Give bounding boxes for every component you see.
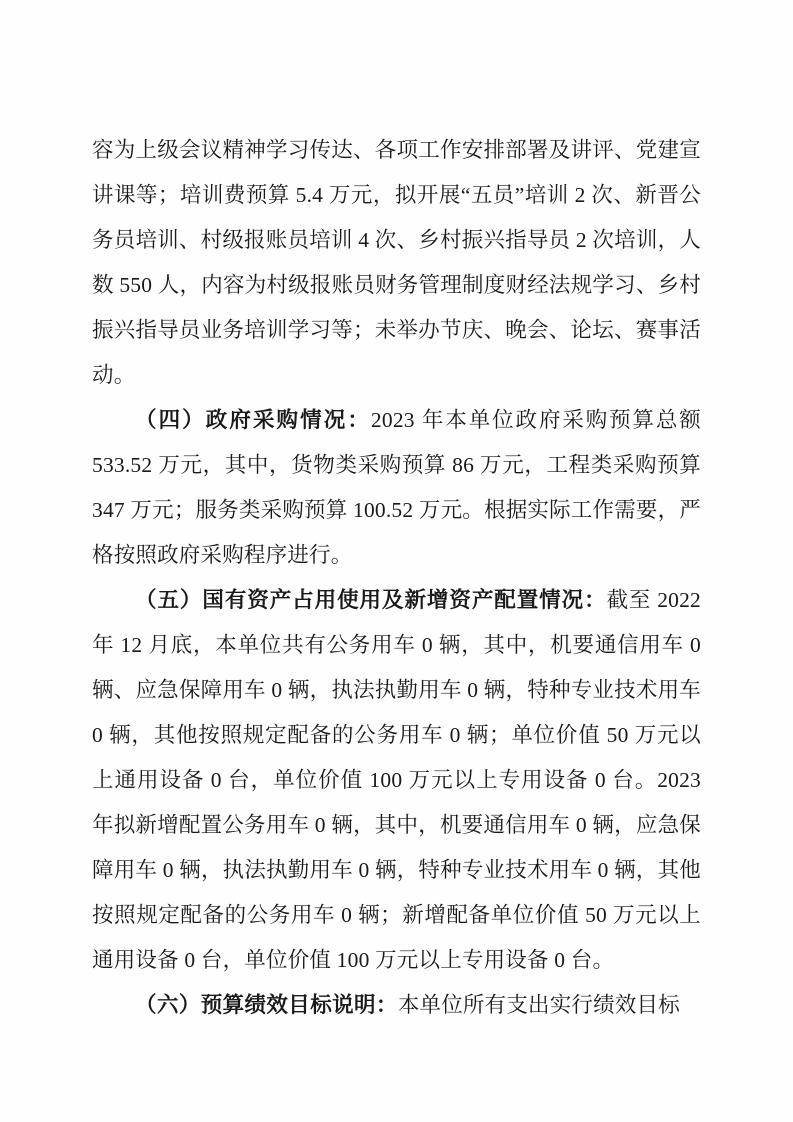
document-body [92, 128, 701, 1028]
paragraph-text: 容为上级会议精神学习传达、各项工作安排部署及讲评、党建宣讲课等；培训费预算 5.4 万元，拟开展“五员”培训 2 次、新晋公务员培训、村级报账员培训 4 次、乡村振兴指导员 2 次培训，人数 550 人，内容为村级报账员财务管理制度财经法规学习、乡村振兴指导员业务培训学习等；未举办节庆、晚会、论坛、赛事活动。 [92, 138, 701, 387]
paragraph-state-assets [92, 578, 701, 983]
paragraph-text: 本单位所有支出实行绩效目标 [397, 993, 680, 1017]
paragraph-government-procurement [92, 398, 701, 578]
paragraph-text: 截至 2022 年 12 月底，本单位共有公务用车 0 辆，其中，机要通信用车 0 辆、应急保障用车 0 辆，执法执勤用车 0 辆，特种专业技术用车 0 辆，其他按照规定配备的公务用车 0 辆；单位价值 50 万元以上通用设备 0 台，单位价值 100 万元以上专用设备 0 台。2023 年拟新增配置公务用车 0 辆，其中，机要通信用车 0 辆，应急保障用车 0 辆，执法执勤用车 0 辆，特种专业技术用车 0 辆，其他按照规定配备的公务用车 0 辆；新增配备单位价值 50 万元以上通用设备 0 台，单位价值 100 万元以上专用设备 0 台。 [92, 588, 702, 972]
paragraph-heading-label: （六）预算绩效目标说明： [135, 993, 398, 1017]
paragraph-continuation [92, 128, 701, 398]
paragraph-performance-target [92, 983, 701, 1028]
paragraph-heading-label: （五）国有资产占用使用及新增资产配置情况： [135, 588, 607, 612]
paragraph-text: 2023 年本单位政府采购预算总额 533.52 万元，其中，货物类采购预算 86 万元，工程类采购预算 347 万元；服务类采购预算 100.52 万元。根据实际工作需要，严格按照政府采购程序进行。 [92, 408, 702, 567]
paragraph-heading-label: （四）政府采购情况： [135, 408, 371, 432]
